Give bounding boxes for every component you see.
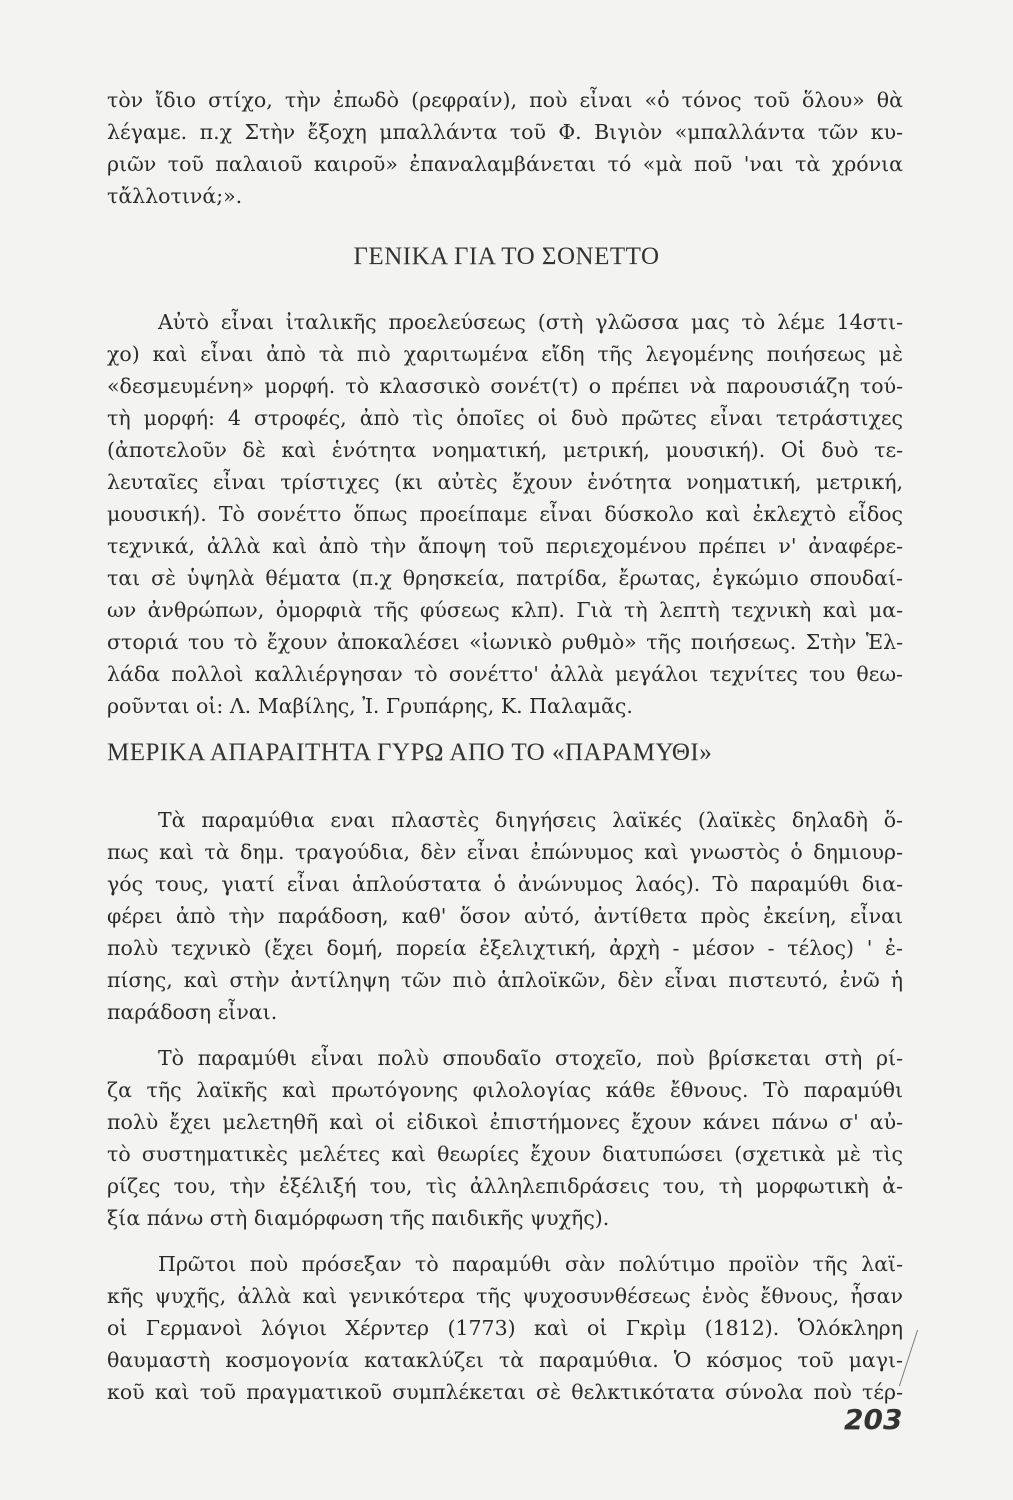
margin-pen-mark — [899, 1330, 938, 1386]
text-line: τὴ μορφή: 4 στροφές, ἀπὸ τὶς ὁποῖες οἱ δυὸ πρῶτες εἶναι τετράστιχες — [107, 406, 903, 430]
text-line: λέγαμε. π.χ Στὴν ἔξοχη μπαλλάντα τοῦ Φ. Βιγιὸν «μπαλλάντα τῶν κυ- — [107, 120, 903, 144]
text-line: ζα τῆς λαϊκῆς καὶ πρωτόγονης φιλολογίας κάθε ἔθνους. Τὸ παραμύθι — [107, 1078, 903, 1102]
text-line: ων ἀνθρώπων, ὀμορφιὰ τῆς φύσεως κλπ). Γιὰ τὴ λεπτὴ τεχνικὴ καὶ μα- — [107, 598, 903, 622]
text-line: κῆς ψυχῆς, ἀλλὰ καὶ γενικότερα τῆς ψυχοσυνθέσεως ἑνὸς ἔθνους, ἦσαν — [107, 1284, 903, 1308]
text-line: πολὺ τεχνικὸ (ἔχει δομή, πορεία ἐξελιχτική, ἀρχὴ - μέσον - τέλος) ' ἐ- — [107, 936, 903, 960]
text-line: (ἀποτελοῦν δὲ καὶ ἑνότητα νοηματική, μετρική, μουσική). Οἱ δυὸ τε- — [107, 438, 903, 462]
text-line: Τὰ παραμύθια εναι πλαστὲς διηγήσεις λαϊκές (λαϊκὲς δηλαδὴ ὅ- — [158, 808, 903, 832]
text-line: μουσική). Τὸ σονέττο ὅπως προείπαμε εἶναι δύσκολο καὶ ἐκλεχτὸ εἶδος — [107, 502, 903, 526]
text-line: τὸν ἴδιο στίχο, τὴν ἐπωδὸ (ρεφραίν), ποὺ εἶναι «ὁ τόνος τοῦ ὅλου» θὰ — [107, 88, 903, 112]
section-heading-sonnet: ΓΕΝΙΚΑ ΓΙΑ ΤΟ ΣΟΝΕΤΤΟ — [353, 243, 660, 270]
text-line: λάδα πολλοὶ καλλιέργησαν τὸ σονέττο' ἀλλὰ μεγάλοι τεχνίτες του θεω- — [107, 662, 903, 686]
text-line: Πρῶτοι ποὺ πρόσεξαν τὸ παραμύθι σὰν πολύτιμο προϊὸν τῆς λαϊ- — [158, 1252, 903, 1276]
text-line: πολὺ ἔχει μελετηθῆ καὶ οἱ εἰδικοὶ ἐπιστήμονες ἔχουν κάνει πάνω σ' αὐ- — [107, 1110, 903, 1134]
text-line: τἄλλοτινά;». — [107, 184, 243, 208]
text-line: γός τους, γιατί εἶναι ἁπλούστατα ὁ ἀνώνυμος λαός). Τὸ παραμύθι δια- — [107, 872, 903, 896]
text-line: Αὐτὸ εἶναι ἰταλικῆς προελεύσεως (στὴ γλῶσσα μας τὸ λέμε 14στι- — [158, 310, 903, 334]
text-line: πίσης, καὶ στὴν ἀντίληψη τῶν πιὸ ἁπλοϊκῶν, δὲν εἶναι πιστευτό, ἐνῶ ἡ — [107, 968, 903, 992]
text-line: ξία πάνω στὴ διαμόρφωση τῆς παιδικῆς ψυχῆς). — [107, 1206, 610, 1230]
text-line: πως καὶ τὰ δημ. τραγούδια, δὲν εἶναι ἐπώνυμος καὶ γνωστὸς ὁ δημιουρ- — [107, 840, 903, 864]
text-line: θαυμαστὴ κοσμογονία κατακλύζει τὰ παραμύθια. Ὁ κόσμος τοῦ μαγι- — [107, 1348, 903, 1372]
text-line: τὸ συστηματικὲς μελέτες καὶ θεωρίες ἔχουν διατυπώσει (σχετικὰ μὲ τὶς — [107, 1142, 903, 1166]
text-line: «δεσμευμένη» μορφή. τὸ κλασσικὸ σονέτ(τ) ο πρέπει νὰ παρουσιάζη τού- — [107, 374, 903, 398]
section-heading-fairytale: ΜΕΡΙΚΑ ΑΠΑΡΑΙΤΗΤΑ ΓΥΡΩ ΑΠΟ ΤΟ «ΠΑΡΑΜΥΘΙ» — [107, 739, 713, 766]
text-line: στοριά του τὸ ἔχουν ἀποκαλέσει «ἰωνικὸ ρυθμὸ» τῆς ποιήσεως. Στὴν Ἑλ- — [107, 630, 903, 654]
text-line: φέρει ἀπὸ τὴν παράδοση, καθ' ὅσον αὐτό, ἀντίθετα πρὸς ἐκείνη, εἶναι — [107, 904, 903, 928]
text-line: κοῦ καὶ τοῦ πραγματικοῦ συμπλέκεται σὲ θελκτικότατα σύνολα ποὺ τέρ- — [107, 1380, 903, 1404]
text-line: ται σὲ ὑψηλὰ θέματα (π.χ θρησκεία, πατρίδα, ἔρωτας, ἐγκώμιο σπουδαί- — [107, 566, 903, 590]
text-line: παράδοση εἶναι. — [107, 1000, 278, 1024]
text-line: χο) καὶ εἶναι ἀπὸ τὰ πιὸ χαριτωμένα εἴδη τῆς λεγομένης ποιήσεως μὲ — [107, 342, 903, 366]
page-number: 203 — [844, 1403, 903, 1436]
text-line: ροῦνται οἱ: Λ. Μαβίλης, Ἰ. Γρυπάρης, Κ. Παλαμᾶς. — [107, 694, 633, 718]
text-line: οἱ Γερμανοὶ λόγιοι Χέρντερ (1773) καὶ οἱ Γκρὶμ (1812). Ὁλόκληρη — [107, 1316, 903, 1340]
text-line: τεχνικά, ἀλλὰ καὶ ἀπὸ τὴν ἄποψη τοῦ περιεχομένου πρέπει ν' ἀναφέρε- — [107, 534, 903, 558]
text-line: ρίζες του, τὴν ἐξέλιξή του, τὶς ἀλληλεπιδράσεις του, τὴ μορφωτικὴ ἀ- — [107, 1174, 903, 1198]
text-line: λευταῖες εἶναι τρίστιχες (κι αὐτὲς ἔχουν ἑνότητα νοηματική, μετρική, — [107, 470, 903, 494]
text-line: ριῶν τοῦ παλαιοῦ καιροῦ» ἐπαναλαμβάνεται τό «μὰ ποῦ 'ναι τὰ χρόνια — [107, 152, 903, 176]
text-line: Τὸ παραμύθι εἶναι πολὺ σπουδαῖο στοχεῖο, ποὺ βρίσκεται στὴ ρί- — [158, 1046, 903, 1070]
